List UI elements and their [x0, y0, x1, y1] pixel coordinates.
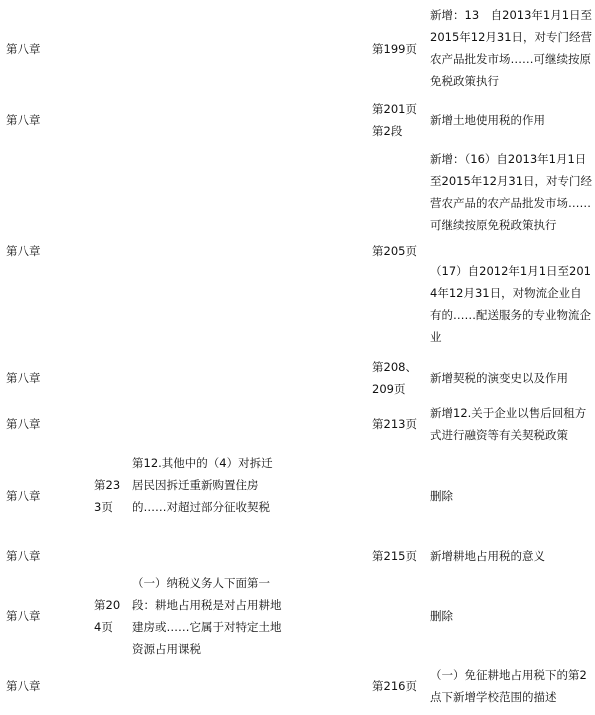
old-page-cell: 第204页 [94, 598, 121, 634]
new-page-cell: 第215页 [372, 549, 417, 563]
table-row [0, 4, 595, 94]
table-row [0, 664, 595, 708]
chapter-cell: 第八章 [6, 244, 41, 258]
new-text-cell: 新增耕地占用税的意义 [430, 549, 545, 563]
table-row [0, 544, 595, 568]
new-page-cell: 第199页 [372, 42, 417, 56]
chapter-cell: 第八章 [6, 113, 41, 127]
table-row [0, 402, 595, 446]
old-page-cell: 第233页 [94, 478, 121, 514]
new-page-cell: 第205页 [372, 244, 417, 258]
table-row [0, 452, 595, 540]
new-text-cell: 新增契税的演变史以及作用 [430, 371, 568, 385]
new-page-cell: 第201页第2段 [372, 102, 417, 138]
chapter-cell: 第八章 [6, 489, 41, 503]
new-page-cell: 第216页 [372, 679, 417, 693]
new-text-cell: 删除 [430, 489, 453, 503]
chapter-cell: 第八章 [6, 417, 41, 431]
old-text-cell: 第12.其他中的（4）对拆迁居民因拆迁重新购置住房的……对超过部分征收契税 [132, 456, 273, 514]
new-text-cell: 新增12.关于企业以售后回租方式进行融资等有关契税政策 [430, 406, 587, 442]
chapter-cell: 第八章 [6, 609, 41, 623]
chapter-cell: 第八章 [6, 679, 41, 693]
new-page-cell: 第208、209页 [372, 360, 417, 396]
new-text-cell: 新增：13 自2013年1月1日至2015年12月31日，对专门经营农产品批发市场……可继续按原免税政策执行 [430, 8, 593, 88]
chapter-cell: 第八章 [6, 371, 41, 385]
table-row [0, 572, 595, 660]
new-text-cell-2: （17）自2012年1月1日至2014年12月31日，对物流企业自有的……配送服务的专业物流企业 [430, 264, 591, 344]
chapter-cell: 第八章 [6, 42, 41, 56]
new-text-cell: 新增土地使用税的作用 [430, 113, 545, 127]
table-row [0, 98, 595, 142]
table-row [0, 148, 595, 354]
new-text-cell: （一）免征耕地占用税下的第2点下新增学校范围的描述 [430, 668, 587, 704]
new-text-cell: 新增：（16）自2013年1月1日至2015年12月31日，对专门经营农产品的农产品批发市场……可继续按原免税政策执行 [430, 152, 593, 232]
new-page-cell: 第213页 [372, 417, 417, 431]
table-row [0, 356, 595, 400]
chapter-cell: 第八章 [6, 549, 41, 563]
old-text-cell: （一）纳税义务人下面第一段：耕地占用税是对占用耕地建房或……它属于对特定土地资源占用课税 [132, 576, 282, 656]
new-text-cell: 删除 [430, 609, 453, 623]
